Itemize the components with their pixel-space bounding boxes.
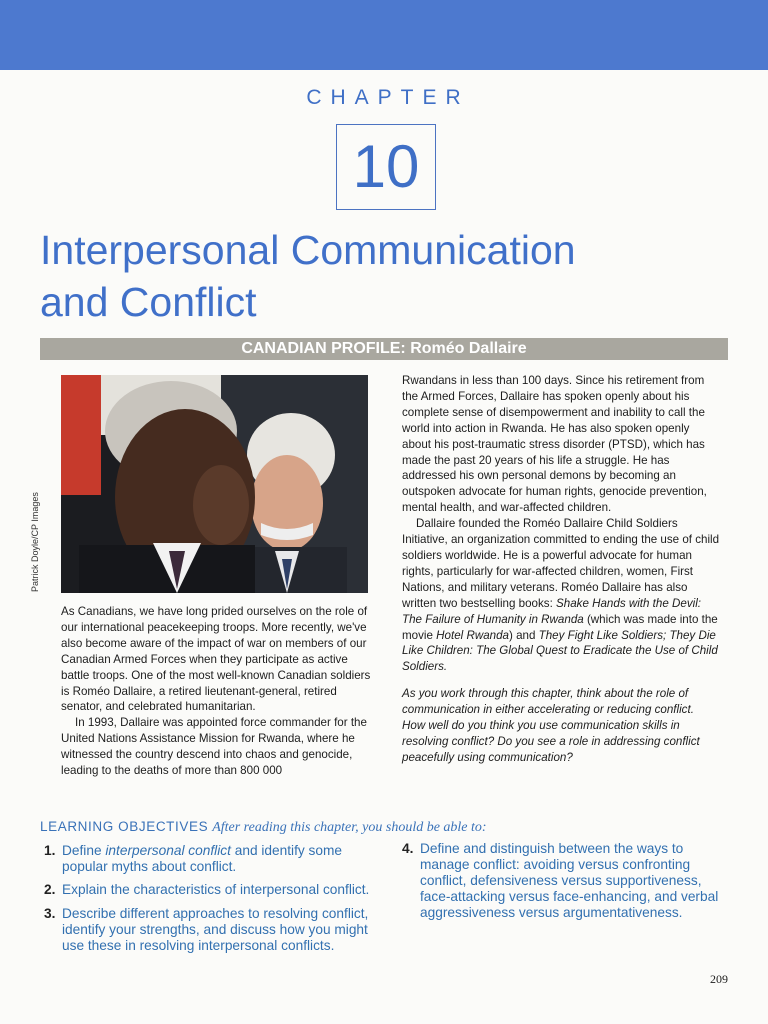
objective-number: 1. <box>44 843 56 858</box>
objective-emphasis: interpersonal conflict <box>105 843 231 858</box>
profile-paragraph: In 1993, Dallaire was appointed force commander for the United Nations Assistance Mission for Rwanda, where he witnessed the country descend into chaos and genocide, leading to the deaths of more than 800 000 <box>61 716 367 778</box>
learning-objectives-intro: After reading this chapter, you should be able to: <box>212 820 487 835</box>
objective-number: 4. <box>402 841 414 856</box>
paragraph-text: (which was made into the movie <box>402 612 718 642</box>
chapter-label: CHAPTER <box>306 86 470 109</box>
objective-number: 3. <box>44 906 56 921</box>
page-number: 209 <box>710 972 728 986</box>
chapter-title <box>40 224 740 328</box>
chapter-title-line-1: Interpersonal Communication <box>40 227 576 273</box>
paragraph-text: Dallaire founded the Roméo Dallaire Child Soldiers Initiative, an organization committed to ending the use of child soldiers worldwide. He is a powerful advocate for human rights, particularly for war-affected children, women, First Nations, and military veterans. Roméo Dallaire has also written two bestselling books: <box>402 517 720 610</box>
profile-photo <box>61 375 368 593</box>
canadian-profile-banner: CANADIAN PROFILE: Roméo Dallaire <box>40 338 728 360</box>
photo-credit: Patrick Doyle/CP Images <box>30 492 40 592</box>
objective-text: Define <box>62 843 106 858</box>
movie-title: Hotel Rwanda <box>436 628 509 642</box>
book-title: They Fight Like Soldiers; They Die Like Children: The Global Quest to Eradicate the Use of Child Soldiers. <box>402 628 718 674</box>
learning-objective-3 <box>44 906 380 954</box>
objective-number: 2. <box>44 882 56 897</box>
objective-text: and identify some popular myths about conflict. <box>62 843 343 874</box>
objective-text: Explain the characteristics of interpersonal conflict. <box>62 882 370 897</box>
book-title: Shake Hands with the Devil: The Failure of Humanity in Rwanda <box>402 596 702 626</box>
learning-objective-2 <box>44 882 392 898</box>
profile-paragraph: As Canadians, we have long prided ourselves on the role of our international peacekeeping troops. More recently, we've also become aware of the impact of war on members of our Canadian Armed Forces when they participate as active battle troops. One of the most well-known Canadian soldiers is Roméo Dallaire, a retired lieutenant-general, retired senator, and celebrated humanitarian. <box>61 605 371 714</box>
chapter-number: 10 <box>336 124 436 210</box>
profile-paragraph: Rwandans in less than 100 days. Since his retirement from the Armed Forces, Dallaire has spoken openly about his complete sense of disempowerment and inability to call the world into action in Rwanda. He has also spoken openly about his post-traumatic stress disorder (PTSD), which has made the past 20 years of his life a struggle. He has addressed his own personal demons by becoming an outspoken advocate for human rights, genocide prevention, mental health, and war-affected children. <box>402 374 707 515</box>
header-color-band <box>0 0 768 70</box>
objective-text: Describe different approaches to resolving conflict, identify your strengths, and discuss how you might use these in resolving interpersonal conflicts. <box>62 906 369 953</box>
profile-left-column <box>61 604 373 779</box>
profile-paragraph <box>402 516 720 675</box>
learning-objective-1 <box>44 843 362 875</box>
photo-illustration <box>61 375 368 593</box>
chapter-title-line-2: and Conflict <box>40 279 257 325</box>
learning-objective-4 <box>402 841 730 921</box>
learning-objectives-label: LEARNING OBJECTIVES <box>40 819 209 834</box>
reflection-question: As you work through this chapter, think about the role of communication in either accelerating or reducing conflict. How well do you think you use communication skills in resolving conflict? Do you see a role in addressing conflict peacefully using communication? <box>402 687 700 764</box>
paragraph-text: ) and <box>508 628 539 642</box>
profile-right-column <box>402 373 720 766</box>
learning-objectives-heading <box>40 819 740 836</box>
objective-text: Define and distinguish between the ways to manage conflict: avoiding versus confronting conflict, defensiveness versus supportiveness, face-attacking versus face-enhancing, and verbal aggressiveness versus argumentativeness. <box>420 841 719 920</box>
